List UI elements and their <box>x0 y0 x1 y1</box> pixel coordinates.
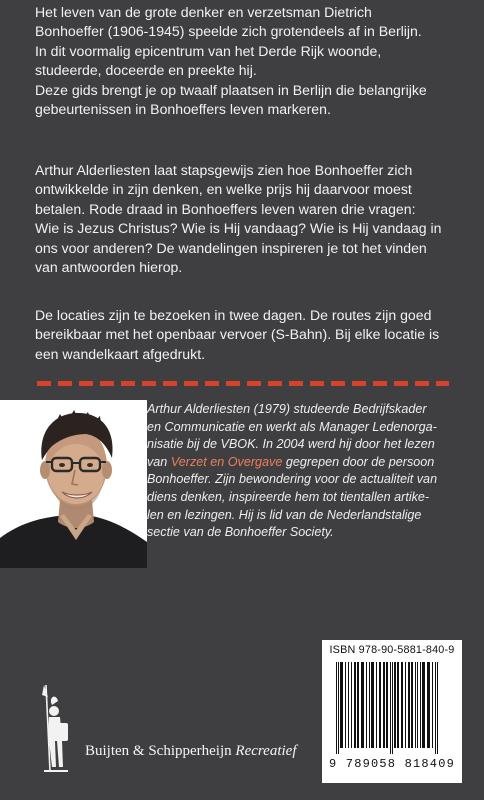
text-line: Arthur Alderliesten laat stapsgewijs zien hoe Bonhoeffer zich <box>35 162 413 178</box>
text-line: In dit voormalig epicentrum van het Derde Rijk woonde, <box>35 42 382 59</box>
barcode-bar <box>348 662 349 748</box>
barcode-bar <box>417 662 418 748</box>
barcode-bar <box>383 662 385 748</box>
publisher-name <box>85 743 296 760</box>
description-paragraph-1 <box>35 3 465 119</box>
publisher-imprint: Recreatief <box>235 743 297 759</box>
publisher-name-text: Buijten & Schipperheijn <box>85 743 232 759</box>
text-line: studeerde, doceerde en preekte hij. <box>35 62 257 79</box>
barcode-bar <box>386 662 388 748</box>
barcode-bar <box>408 662 410 748</box>
barcode-bar <box>411 662 413 748</box>
bio-line: nisatie bij de VBOK. In 2004 werd hij door het lezen <box>147 437 435 452</box>
text-line: Wie is Jezus Christus? Wie is Hij vandaag? Wie is Hij vandaag in <box>35 220 442 237</box>
barcode-bar <box>435 662 436 754</box>
text-line: Het leven van de grote denker en verzetsman Dietrich <box>35 4 372 20</box>
text-line: bereikbaar met het openbaar vervoer (S-Bahn). Bij elke locatie is <box>35 326 440 343</box>
barcode <box>332 662 452 758</box>
dashed-divider <box>37 381 449 386</box>
barcode-digits: 9 789058 818409 <box>328 757 456 771</box>
barcode-bar <box>336 662 337 754</box>
bio-line: Arthur Alderliesten (1979) studeerde Bedrijfskader <box>147 402 427 416</box>
text-line: ons voor anderen? De wandelingen inspireren je tot het vinden <box>35 239 427 256</box>
barcode-bar <box>361 662 364 748</box>
barcode-bar <box>397 662 399 748</box>
barcode-bar <box>415 662 416 748</box>
barcode-bar <box>340 662 343 748</box>
barcode-bar <box>432 662 433 748</box>
barcode-bar <box>338 662 339 754</box>
barcode-bar <box>394 662 396 748</box>
text-line: betalen. Rode draad in Bonhoeffers leven waren drie vragen: <box>35 200 416 217</box>
bio-line <box>147 454 472 472</box>
text-line: ontwikkelde in zijn denken, en welke prijs hij daarvoor moest <box>35 181 412 198</box>
barcode-bar <box>351 662 352 748</box>
barcode-bar <box>366 662 367 748</box>
text-line: een wandelkaart afgedrukt. <box>35 345 206 362</box>
barcode-bar <box>392 662 393 754</box>
barcode-bar <box>420 662 421 748</box>
text-line: gebeurtenissen in Bonhoeffers leven markeren. <box>35 101 331 118</box>
text-line: De locaties zijn te bezoeken in twee dagen. De routes zijn goed <box>35 307 432 323</box>
text-line: van antwoorden hierop. <box>35 259 183 276</box>
publisher-logo-knight-icon <box>38 683 78 775</box>
bio-line: Bonhoeffer. Zijn bewondering voor de actualiteit van <box>147 472 438 487</box>
barcode-bar <box>345 662 346 748</box>
barcode-bar <box>354 662 356 748</box>
barcode-bar <box>390 662 391 754</box>
barcode-bar <box>401 662 403 748</box>
barcode-bar <box>371 662 374 748</box>
book-title-highlight: Verzet en Overgave <box>170 454 283 469</box>
description-paragraph-3 <box>35 306 465 364</box>
barcode-bar <box>357 662 359 748</box>
text-line: Bonhoeffer (1906-1945) speelde zich grotendeels af in Berlijn. <box>35 23 422 40</box>
barcode-bar <box>427 662 430 748</box>
description-paragraph-2 <box>35 161 465 277</box>
bio-line: en Communicatie en werkt als Manager Ledenorga- <box>147 419 437 434</box>
barcode-bar <box>422 662 425 748</box>
author-photo <box>0 400 147 568</box>
barcode-bar <box>369 662 370 748</box>
author-bio <box>147 401 472 542</box>
bio-line: len en lezingen. Hij is lid van de Nederlandstalige <box>147 507 422 522</box>
isbn-barcode-box <box>322 640 462 783</box>
bio-text: gegrepen door de persoon <box>282 454 435 469</box>
isbn-label: ISBN 978-90-5881-840-9 <box>329 644 455 656</box>
bio-text: van <box>147 454 171 469</box>
barcode-bar <box>437 662 438 754</box>
barcode-bar <box>379 662 381 748</box>
bio-line: sectie van de Bonhoeffer Society. <box>147 525 334 540</box>
bio-line: diens denken, inspireerde hem tot tientallen artike- <box>147 489 430 504</box>
barcode-bar <box>376 662 377 748</box>
barcode-bar <box>405 662 406 748</box>
text-line: Deze gids brengt je op twaalf plaatsen in Berlijn die belangrijke <box>35 81 427 98</box>
